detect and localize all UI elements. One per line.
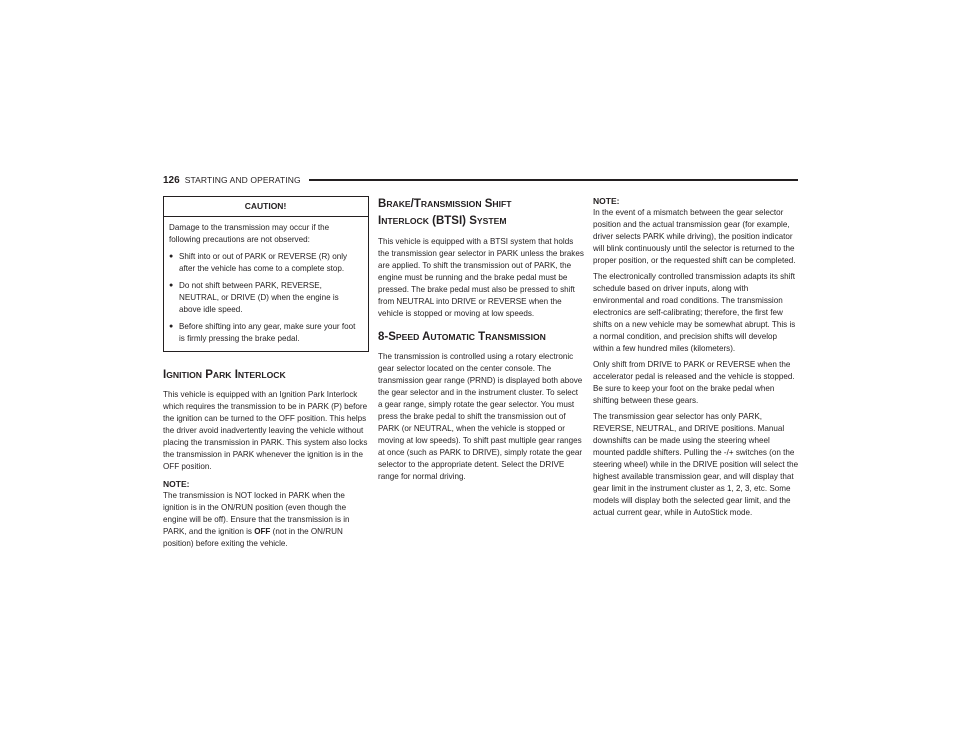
bullet-icon: ●: [169, 282, 174, 289]
column-2: [378, 196, 584, 487]
page-header: [163, 173, 798, 187]
caution-item: [169, 321, 362, 345]
ignition-body: This vehicle is equipped with an Ignition Park Interlock which requires the transmission to be in PARK (P) before the ignition can be turned to the OFF position. This helps the driver avoid inadvertently leaving the vehicle without placing the transmission in PARK. This system also locks the transmission in PARK whenever the ignition is in the OFF position.: [163, 390, 368, 471]
btsi-body: This vehicle is equipped with a BTSI system that holds the transmission gear selector in PARK unless the brakes are applied. To shift the transmission out of PARK, the engine must be running and the brake pedal must be pressed. The brake pedal must also be pressed to shift from NEUTRAL into DRIVE or REVERSE when the vehicle is stopped or moving at low speeds.: [378, 237, 584, 318]
caution-box: [163, 196, 369, 352]
eight-speed-body: The transmission is controlled using a rotary electronic gear selector located on the center console. The transmission gear range (PRND) is displayed both above the gear selector and in the instrument cluster. To select a gear range, simply rotate the gear selector. You must press the brake pedal to shift the transmission out of PARK (or NEUTRAL, when the vehicle is stopped or moving at low speeds). To shift past multiple gear ranges at once (such as PARK to DRIVE), simply rotate the gear selector to the appropriate detent. Select the DRIVE range for normal driving.: [378, 352, 583, 481]
mismatch-note: In the event of a mismatch between the gear selector position and the actual transmission gear (for example, driver selects PARK while driving), the position indicator will blink continuously until the selector is returned to the proper position, or the requested shift can be completed.: [593, 208, 796, 265]
shift-park-paragraph: Only shift from DRIVE to PARK or REVERSE when the accelerator pedal is released and the vehicle is stopped. Be sure to keep your foot on the brake pedal when shifting between these gears.: [593, 360, 795, 405]
caution-title: CAUTION!: [244, 201, 287, 211]
column-1: [163, 196, 369, 554]
section-title: STARTING AND OPERATING: [184, 175, 301, 185]
column-3: [593, 196, 799, 523]
caution-intro: Damage to the transmission may occur if the following precautions are not observed:: [169, 223, 330, 244]
caution-item-text: Shift into or out of PARK or REVERSE (R) only after the vehicle has come to a complete stop.: [179, 252, 348, 273]
adaptive-shift-paragraph: The electronically controlled transmission adapts its shift schedule based on driver inputs, along with environmental and road conditions. The transmission electronics are self-calibrating; therefore, the first few shifts on a new vehicle may be somewhat abrupt. This is a normal condition, and precision shifts will develop within a few hundred miles (kilometers).: [593, 272, 796, 353]
note-label: NOTE:: [593, 196, 620, 206]
btsi-heading: BRAKE/TRANSMISSION SHIFT INTERLOCK (BTSI) SYSTEM: [378, 198, 512, 227]
ignition-heading: IGNITION PARK INTERLOCK: [163, 369, 286, 381]
caution-item: [169, 280, 362, 316]
eight-speed-heading: 8-SPEED AUTOMATIC TRANSMISSION: [378, 331, 546, 343]
caution-item: [169, 251, 362, 275]
caution-item-text: Before shifting into any gear, make sure your foot is firmly pressing the brake pedal.: [179, 322, 356, 343]
page-number: 126: [163, 174, 180, 186]
note-label: NOTE:: [163, 479, 190, 489]
header-rule: [309, 179, 798, 181]
caution-list: [169, 251, 362, 345]
bullet-icon: ●: [169, 323, 174, 330]
gear-selector-paragraph: The transmission gear selector has only PARK, REVERSE, NEUTRAL, and DRIVE positions. Manual downshifts can be made using the steering wheel mounted paddle shifters. Pulling the -/+ switches (on the steering wheel) while in the DRIVE position will select the highest available transmission gear, and will display that gear limit in the instrument cluster as 1, 2, 3, etc. Some models will display both the selected gear limit, and the actual current gear, while in AutoStick mode.: [593, 412, 799, 517]
caution-divider: [164, 216, 368, 217]
ignition-note: The transmission is NOT locked in PARK when the ignition is in the ON/RUN position (even though the engine will be off). Ensure that the transmission is in PARK, and the ignition is OFF (not in the ON/RUN position) before exiting the vehicle.: [163, 491, 350, 548]
caution-item-text: Do not shift between PARK, REVERSE, NEUTRAL, or DRIVE (D) when the engine is above idle speed.: [179, 281, 339, 314]
bullet-icon: ●: [169, 253, 174, 260]
